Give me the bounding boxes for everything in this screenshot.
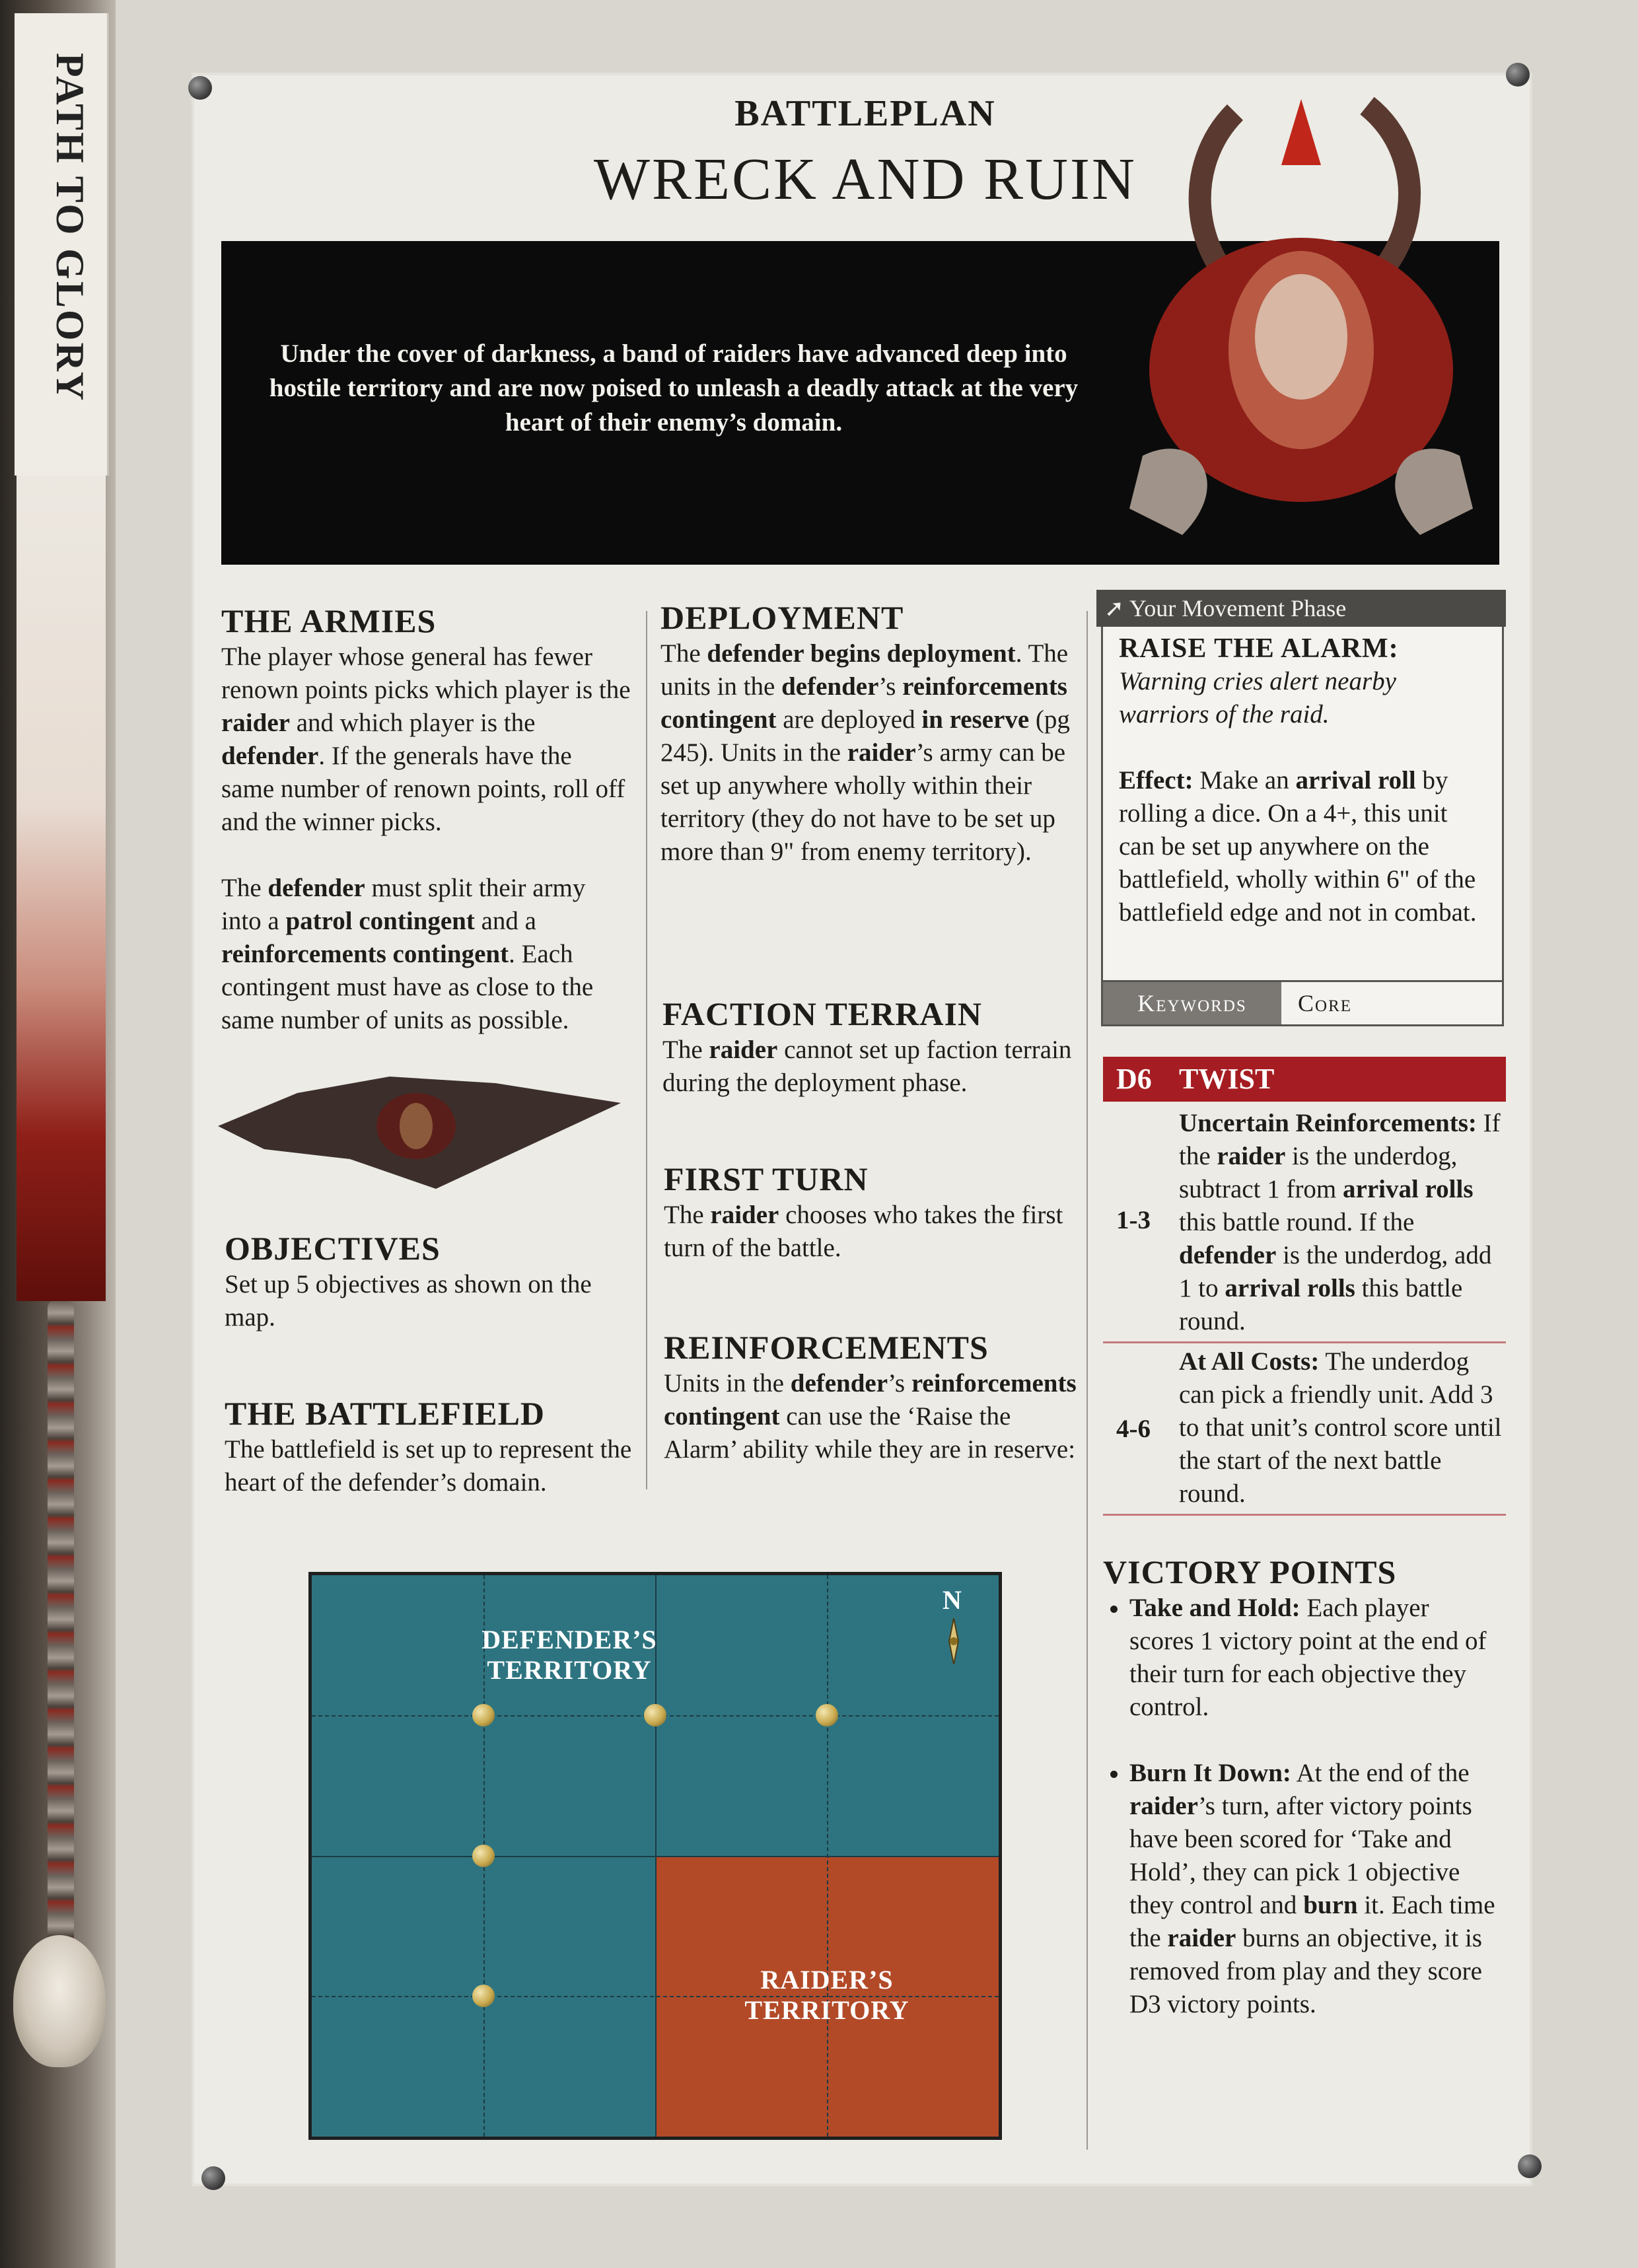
- text-run: Make an: [1193, 766, 1296, 795]
- battlefield-map: [308, 1572, 1002, 2140]
- chain-decoration: [48, 1301, 74, 2001]
- bold-term: Uncertain Reinforcements:: [1179, 1109, 1477, 1137]
- ability-effect: [1119, 764, 1486, 929]
- victory-points-heading: VICTORY POINTS: [1103, 1553, 1397, 1590]
- ability-name: RAISE THE ALARM:: [1119, 633, 1399, 664]
- bold-term: reinforcements contingent: [660, 672, 1067, 734]
- bold-term: raider: [710, 1201, 779, 1229]
- twist-text: [1179, 1107, 1503, 1338]
- text-run: and which player is the: [289, 709, 536, 737]
- victory-points-section: [1103, 1552, 1499, 2054]
- ability-phase: Your Movement Phase: [1129, 595, 1347, 621]
- bold-term: in reserve: [921, 705, 1030, 734]
- bold-term: raider: [709, 1036, 778, 1064]
- rivet-icon: [1518, 2154, 1542, 2178]
- bold-term: defender begins deployment: [707, 639, 1016, 668]
- text-run: is the underdog, add 1 to: [1179, 1241, 1492, 1302]
- compass-icon: [943, 1618, 965, 1664]
- faction-terrain-text: [662, 1034, 1079, 1100]
- column-divider: [1086, 611, 1088, 2150]
- text-run: it. Each time the: [1129, 1891, 1495, 1952]
- text-run: must split their army into a: [221, 874, 586, 935]
- battlefield-heading: THE BATTLEFIELD: [225, 1395, 546, 1432]
- text-run: ’s: [878, 672, 903, 701]
- bold-term: defender: [1179, 1241, 1277, 1269]
- deployment-heading: DEPLOYMENT: [660, 599, 904, 636]
- ability-keywords: [1101, 980, 1504, 1026]
- text-run: ’s: [888, 1369, 911, 1398]
- page-title: WRECK AND RUIN: [594, 147, 1137, 212]
- victory-condition: [1129, 1592, 1499, 1724]
- bold-term: Take and Hold:: [1129, 1594, 1300, 1622]
- bold-term: defender: [790, 1369, 888, 1398]
- terrain-illustration: [218, 1067, 621, 1192]
- twist-col-twist: TWIST: [1179, 1063, 1275, 1095]
- bold-term: defender: [267, 874, 365, 902]
- ability-phase-bar: [1096, 590, 1506, 627]
- intro-text: Under the cover of darkness, a band of raiders have advanced deep into hostile territory and are now poised to unleash a deadly attack at the very heart of their enemy’s domain.: [269, 339, 1079, 437]
- armies-heading: THE ARMIES: [221, 602, 437, 639]
- reinforcements-text: [664, 1367, 1080, 1466]
- text-run: . The units in the: [660, 639, 1069, 701]
- text-run: ’s turn, after victory points have been scored for ‘Take and Hold’, they can pick 1 objective they control and: [1129, 1792, 1472, 1919]
- twist-row: [1103, 1102, 1506, 1343]
- bold-term: At All Costs:: [1179, 1347, 1320, 1376]
- reinforcements-section: [664, 1328, 1080, 1466]
- map-grid-line: [827, 1575, 828, 2137]
- defender-territory-label: DEFENDER’S TERRITORY: [481, 1625, 657, 1685]
- text-run: The: [662, 1036, 709, 1064]
- reinforcements-heading: REINFORCEMENTS: [664, 1329, 989, 1366]
- text-run: . If the generals have the same number of renown points, roll off and the winner picks.: [221, 742, 625, 836]
- text-run: is the underdog, subtract 1 from: [1179, 1142, 1458, 1203]
- victory-points-list: [1103, 1592, 1499, 2021]
- text-run: The underdog can pick a friendly unit. Add 3 to that unit’s control score until the start of the next battle round.: [1179, 1347, 1502, 1508]
- rivet-icon: [201, 2166, 225, 2190]
- deployment-section: [660, 598, 1077, 868]
- battleplan-kicker: BATTLEPLAN: [734, 93, 996, 134]
- text-run: Units in the: [664, 1369, 791, 1398]
- spine-blood-decoration: [17, 476, 106, 1301]
- text-run: The player whose general has fewer renown points picks which player is the: [221, 643, 631, 704]
- text-run: (pg 245). Units in the: [660, 705, 1070, 767]
- text-run: this battle round.: [1179, 1274, 1463, 1335]
- battlefield-section: [225, 1394, 634, 1499]
- deployment-text: [660, 637, 1077, 868]
- bold-term: reinforcements contingent: [664, 1369, 1077, 1431]
- bold-term: arrival rolls: [1343, 1175, 1474, 1203]
- armies-paragraph-1: [221, 641, 631, 839]
- text-run: If the: [1179, 1109, 1501, 1170]
- raider-territory-label: RAIDER’S TERRITORY: [744, 1965, 909, 2025]
- first-turn-heading: FIRST TURN: [664, 1160, 869, 1197]
- spine-label: PATH TO GLORY: [48, 53, 92, 403]
- bold-term: raider: [221, 709, 290, 737]
- bold-term: raider: [1167, 1924, 1236, 1952]
- ability-card: [1101, 627, 1504, 983]
- bold-term: burn: [1303, 1891, 1358, 1919]
- text-run: can use the ‘Raise the Alarm’ ability while they are in reserve:: [664, 1402, 1076, 1464]
- objective-marker-icon: [644, 1704, 666, 1726]
- text-run: burns an objective, it is removed from play and they score D3 victory points.: [1129, 1924, 1482, 2018]
- text-run: and a: [474, 907, 536, 935]
- objective-marker-icon: [816, 1704, 838, 1726]
- bold-term: Effect:: [1119, 766, 1193, 795]
- text-run: ’s army can be set up anywhere wholly within their territory (they do not have to be set up more than 9" from enemy territory).: [660, 738, 1066, 866]
- arrow-icon: ➚: [1104, 595, 1129, 621]
- skull-decoration: [13, 1935, 106, 2067]
- bold-term: defender: [781, 672, 879, 701]
- objectives-heading: OBJECTIVES: [225, 1230, 441, 1267]
- demon-illustration: [1103, 86, 1499, 561]
- first-turn-section: [664, 1159, 1080, 1265]
- keywords-label: Keywords: [1103, 982, 1281, 1024]
- keywords-value: Core: [1298, 990, 1353, 1016]
- twist-roll: 1-3: [1116, 1206, 1151, 1234]
- rivet-icon: [188, 76, 212, 100]
- bold-term: reinforcements contingent: [221, 940, 509, 968]
- bold-term: arrival rolls: [1225, 1274, 1355, 1302]
- twist-roll: 4-6: [1116, 1415, 1151, 1443]
- battlefield-text: The battlefield is set up to represent the heart of the defender’s domain.: [225, 1435, 632, 1497]
- text-run: The: [221, 874, 268, 902]
- twist-table-header: [1103, 1057, 1506, 1102]
- objective-marker-icon: [472, 1985, 495, 2007]
- bold-term: patrol contingent: [285, 907, 475, 935]
- bold-term: defender: [221, 742, 319, 770]
- objective-marker-icon: [472, 1845, 495, 1867]
- bold-term: arrival roll: [1295, 766, 1416, 795]
- text-run: . Each contingent must have as close to the same number of units as possible.: [221, 940, 594, 1034]
- text-run: are deployed: [776, 705, 922, 734]
- rivet-icon: [1506, 63, 1530, 87]
- victory-condition: [1129, 1757, 1499, 2021]
- armies-section: [221, 601, 631, 1037]
- objectives-text: Set up 5 objectives as shown on the map.: [225, 1270, 592, 1331]
- bold-term: raider: [1217, 1142, 1286, 1170]
- twist-text: [1179, 1345, 1503, 1510]
- text-run: cannot set up faction terrain during the deployment phase.: [662, 1036, 1072, 1097]
- text-run: by rolling a dice. On a 4+, this unit can be set up anywhere on the battlefield, wholly within 6" of the battlefield edge and not in combat.: [1119, 766, 1477, 927]
- bold-term: raider: [1129, 1792, 1198, 1820]
- text-run: The: [660, 639, 707, 668]
- ability-flavour: Warning cries alert nearby warriors of the raid.: [1119, 667, 1396, 728]
- column-divider: [646, 611, 647, 1489]
- armies-paragraph-2: [221, 872, 631, 1037]
- twist-col-d6: D6: [1116, 1063, 1152, 1095]
- objective-marker-icon: [472, 1704, 495, 1726]
- bold-term: Burn It Down:: [1129, 1759, 1291, 1787]
- text-run: this battle round. If the: [1179, 1208, 1415, 1236]
- text-run: chooses who takes the first turn of the battle.: [664, 1201, 1063, 1262]
- text-run: Each player scores 1 victory point at the end of their turn for each objective they control.: [1129, 1594, 1487, 1721]
- objectives-section: [225, 1228, 634, 1334]
- bold-term: raider: [847, 738, 916, 767]
- faction-terrain-section: [662, 994, 1079, 1100]
- twist-row: [1103, 1343, 1506, 1516]
- text-run: At the end of the: [1291, 1759, 1470, 1787]
- first-turn-text: [664, 1199, 1080, 1265]
- text-run: The: [664, 1201, 711, 1229]
- faction-terrain-heading: FACTION TERRAIN: [662, 995, 983, 1032]
- north-label: N: [943, 1585, 962, 1615]
